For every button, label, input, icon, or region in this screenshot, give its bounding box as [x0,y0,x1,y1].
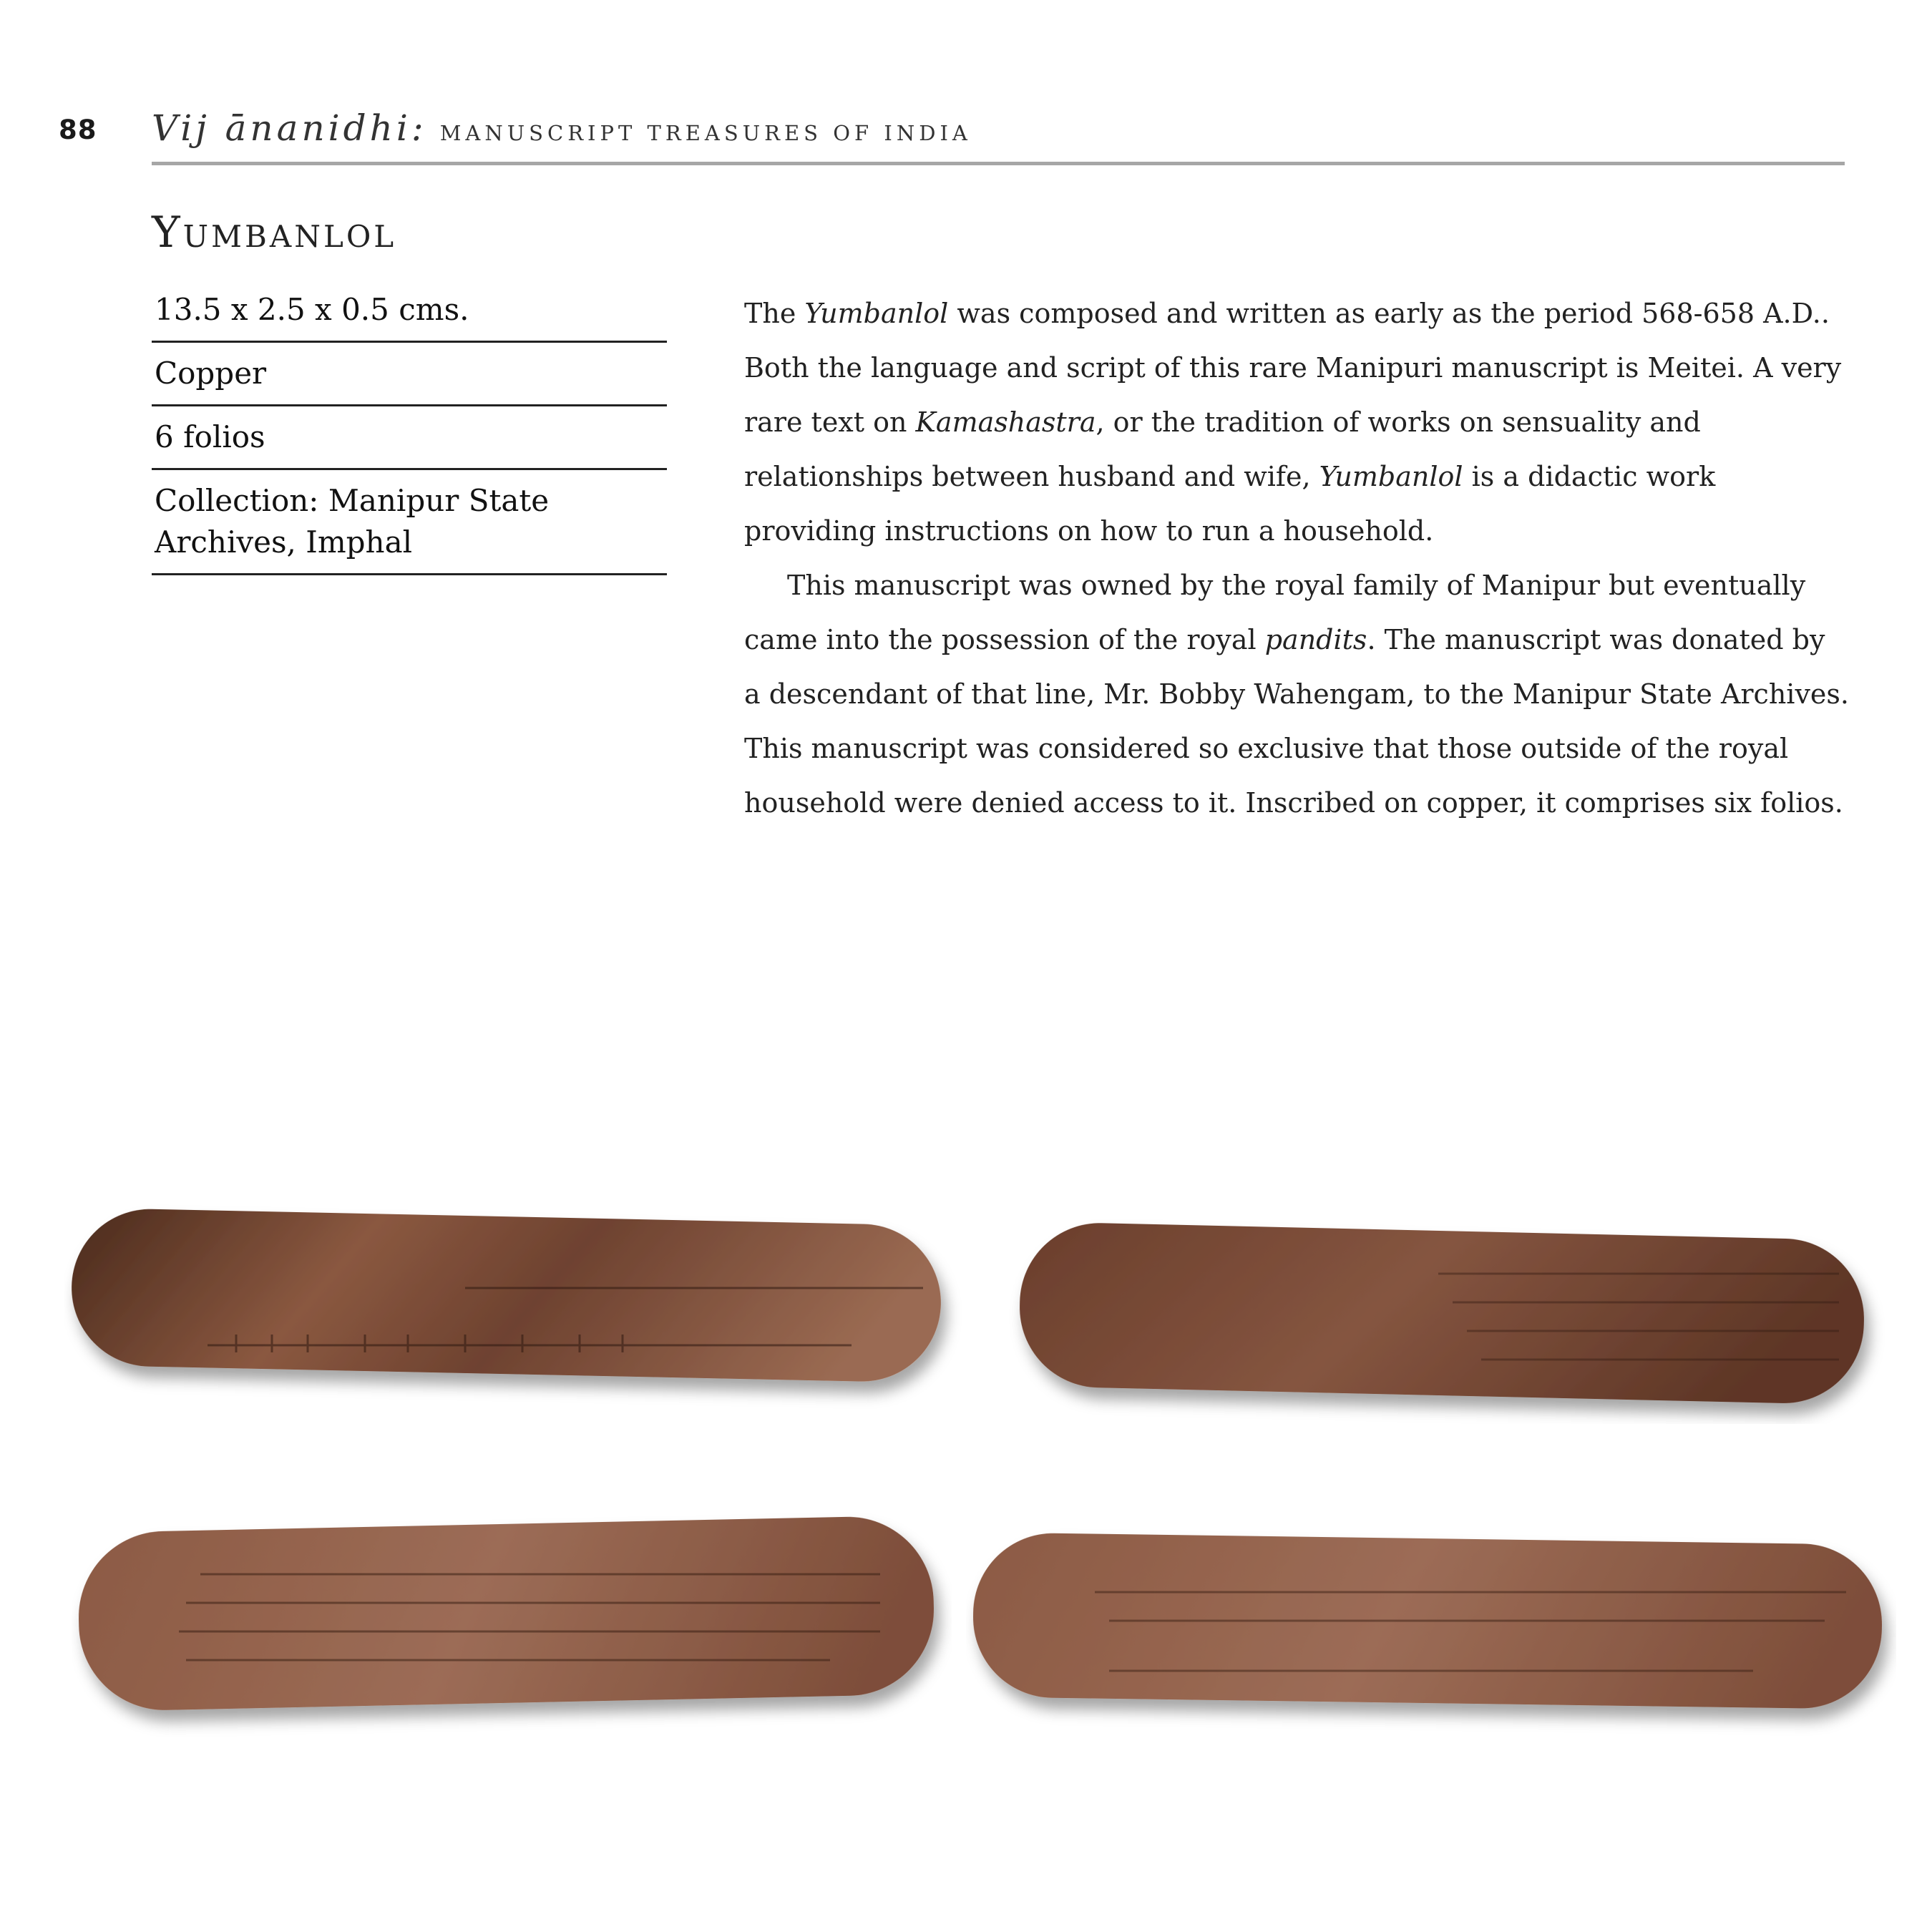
book-subtitle: MANUSCRIPT TREASURES OF INDIA [439,121,972,145]
metadata-table [152,285,667,575]
header-rule [152,162,1845,165]
dimensions: 13.5 x 2.5 x 0.5 cms. [152,285,667,343]
copper-plate-2 [1009,1216,1889,1424]
manuscript-title: Yumbanlol [152,208,397,258]
book-title: Vij ānanidhi: [152,107,427,149]
copper-plate-3 [72,1510,952,1739]
copper-plate-1 [64,1202,966,1410]
material: Copper [152,343,667,406]
paragraph-2: This manuscript was owned by the royal family of Manipur but eventually came into the possession of the royal pandits. The manuscript was donated by a descendant of that line, Mr. Bobby Wahengam, to the Manipur State Archives. This manuscript was considered so exclusive that those outside of the royal household were denied access to it. Inscribed on copper, it comprises six folios. [744,570,1849,819]
page-number: 88 [59,114,97,145]
copper-plate-4 [966,1524,1896,1739]
folio-count: 6 folios [152,406,667,470]
description [744,286,1850,830]
running-head [152,107,972,149]
paragraph-1: The Yumbanlol was composed and written as early as the period 568-658 A.D.. Both the language and script of this rare Manipuri manuscript is Meitei. A very rare text on Kamashastra, or the tradition of works on sensuality and relationships between husband and wife, Yumbanlol is a didactic work providing instructions on how to run a household. [744,298,1842,547]
collection: Collection: Manipur State Archives, Imphal [152,470,667,575]
